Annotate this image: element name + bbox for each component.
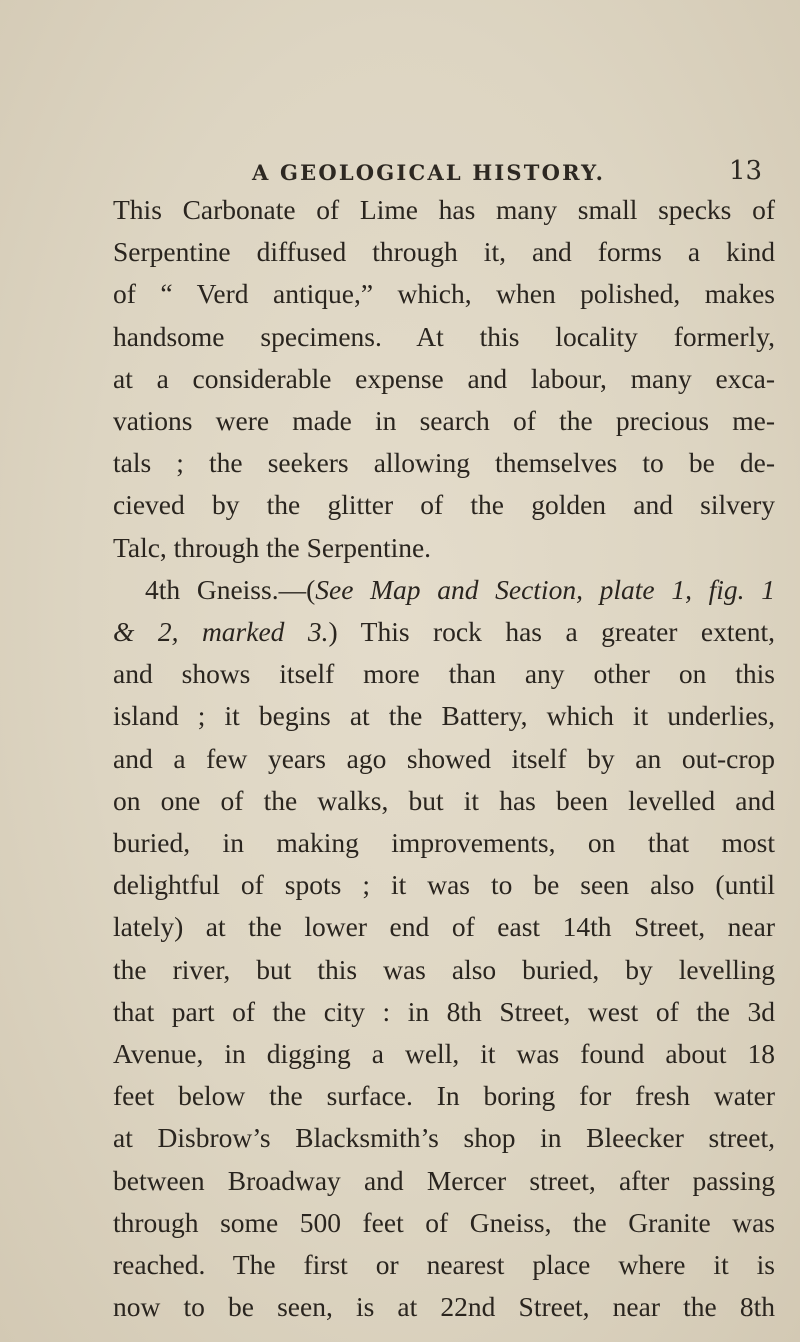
text-line: on one of the walks, but it has been levelled and <box>113 784 775 816</box>
text-line: and shows itself more than any other on this <box>113 658 775 690</box>
text-line: buried, in making improvements, on that most <box>113 827 775 858</box>
text-line: & 2, marked 3.) This rock has a greater extent, <box>113 616 775 647</box>
text-line: of “ Verd antique,” which, when polished, makes <box>113 278 775 310</box>
text-line: at a considerable expense and labour, many exca- <box>113 362 775 394</box>
text-line: reached. The first or nearest place where it is <box>113 1249 775 1280</box>
text-line: tals ; the seekers allowing themselves to be de- <box>113 447 775 479</box>
running-head <box>252 156 772 192</box>
page-number: 13 <box>729 156 763 186</box>
text-line: island ; it begins at the Battery, which it underlies, <box>113 700 775 732</box>
text-line: vations were made in search of the precious me- <box>113 405 775 436</box>
text-line: 4th Gneiss.—(See Map and Section, plate 1, fig. 1 <box>145 573 775 605</box>
text-line: Serpentine diffused through it, and forms a kind <box>113 236 775 268</box>
text-line: and a few years ago showed itself by an out-crop <box>113 742 775 774</box>
text-line: the river, but this was also buried, by levelling <box>113 953 775 985</box>
text-line: lately) at the lower end of east 14th Street, near <box>113 911 775 943</box>
text-line: cieved by the glitter of the golden and silvery <box>113 489 775 521</box>
text-line: delightful of spots ; it was to be seen also (until <box>113 869 775 901</box>
text-line: between Broadway and Mercer street, after passing <box>113 1164 775 1196</box>
text-line: feet below the surface. In boring for fresh water <box>113 1080 775 1112</box>
text-line: that part of the city : in 8th Street, west of the 3d <box>113 995 775 1027</box>
text-line: now to be seen, is at 22nd Street, near the 8th <box>113 1291 775 1323</box>
text-line: Talc, through the Serpentine. <box>113 531 432 563</box>
text-line: handsome specimens. At this locality formerly, <box>113 320 775 352</box>
text-line: Avenue, in digging a well, it was found about 18 <box>113 1038 775 1069</box>
text-line: at Disbrow’s Blacksmith’s shop in Bleecker street, <box>113 1122 775 1154</box>
text-line: through some 500 feet of Gneiss, the Granite was <box>113 1206 775 1238</box>
running-title: A GEOLOGICAL HISTORY. <box>252 160 606 185</box>
text-line: This Carbonate of Lime has many small specks of <box>113 194 775 225</box>
